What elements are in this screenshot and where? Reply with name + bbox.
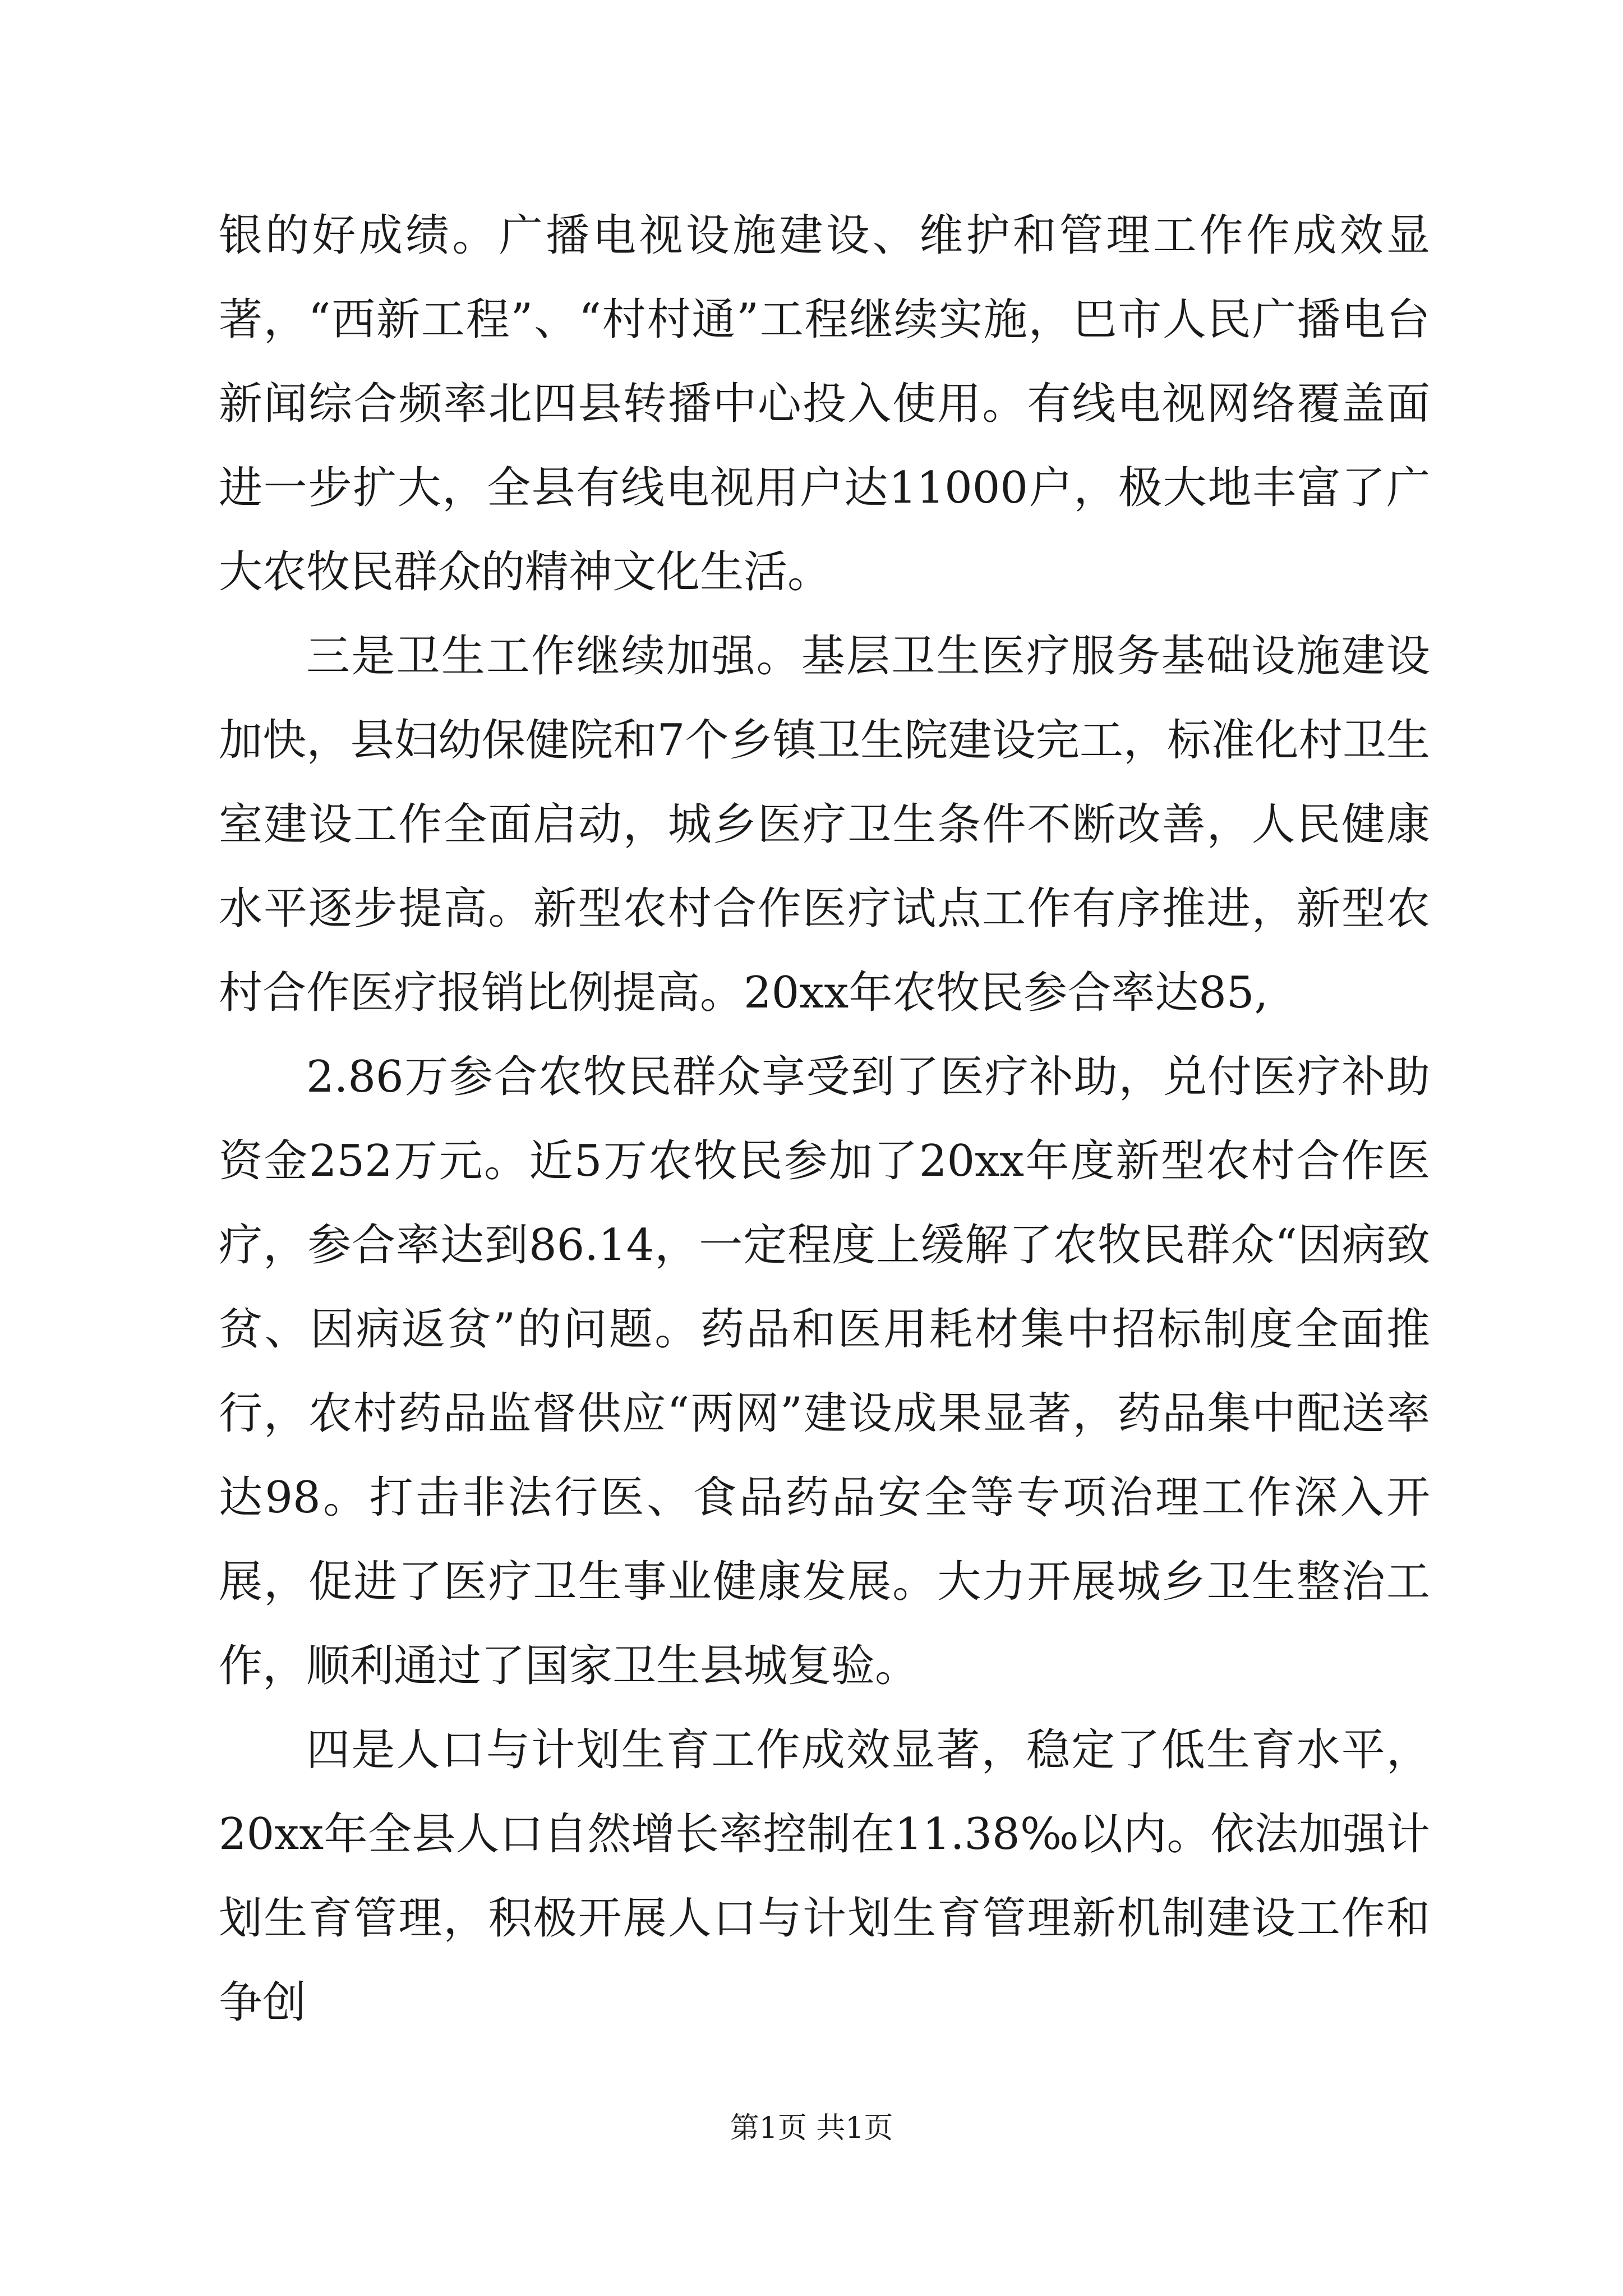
paragraph-3: 2.86万参合农牧民群众享受到了医疗补助，兑付医疗补助资金252万元。近5万农牧民参加了20xx年度新型农村合作医疗，参合率达到86.14，一定程度上缓解了农牧民群众“因病致贫、因病返贫”的问题。药品和医用耗材集中招标制度全面推行，农村药品监督供应“两网”建设成果显著，药品集中配送率达98。打击非法行医、食品药品安全等专项治理工作深入开展，促进了医疗卫生事业健康发展。大力开展城乡卫生整治工作，顺利通过了国家卫生县城复验。 bbox=[219, 1052, 1430, 1691]
paragraph-1: 银的好成绩。广播电视设施建设、维护和管理工作作成效显著，“西新工程”、“村村通”工程继续实施，巴市人民广播电台新闻综合频率北四县转播中心投入使用。有线电视网络覆盖面进一步扩大，全县有线电视用户达11000户，极大地丰富了广大农牧民群众的精神文化生活。 bbox=[219, 210, 1430, 597]
document-body bbox=[219, 194, 1430, 2045]
paragraph-2: 三是卫生工作继续加强。基层卫生医疗服务基础设施建设加快，县妇幼保健院和7个乡镇卫生院建设完工，标准化村卫生室建设工作全面启动，城乡医疗卫生条件不断改善，人民健康水平逐步提高。新型农村合作医疗试点工作有序推进，新型农村合作医疗报销比例提高。20xx年农牧民参合率达85, bbox=[219, 631, 1430, 1018]
page-footer: 第1页 共1页 bbox=[730, 2111, 893, 2145]
paragraph-4: 四是人口与计划生育工作成效显著，稳定了低生育水平，20xx年全县人口自然增长率控制在11.38‰以内。依法加强计划生育管理，积极开展人口与计划生育管理新机制建设工作和争创 bbox=[219, 1725, 1430, 2028]
